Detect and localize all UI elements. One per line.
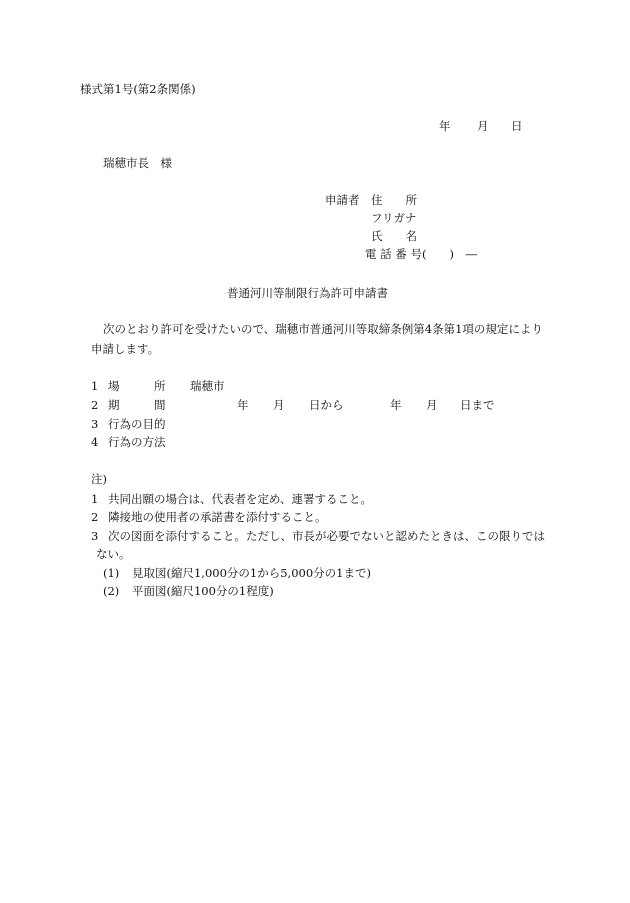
date-year: 年 [439,119,451,133]
item-number: 3 [91,417,99,431]
body-line-1: 次のとおり許可を受けたいので、瑞穂市普通河川等取締条例第4条第1項の規定により [103,322,543,336]
item-number: 4 [91,435,99,449]
period-from-year: 年 [237,398,249,412]
period-to-month: 月 [426,398,438,412]
item-number: 1 [91,379,99,393]
applicant-furigana: フリガナ [371,211,417,225]
sub-item-number: (2) [103,584,120,598]
note-text: 隣接地の使用者の承諾書を添付すること。 [108,510,327,524]
note-text: 共同出願の場合は、代表者を定め、連署すること。 [108,492,373,506]
note-number: 1 [91,492,99,506]
period-from-day: 日から [309,398,344,412]
period-to-day: 日まで [460,398,495,412]
date-day: 日 [511,119,523,133]
form-number: 様式第1号(第2条関係) [80,82,196,96]
item-value: 瑞穂市 [190,379,225,393]
item-label: 行為の目的 [108,417,166,431]
period-to-year: 年 [390,398,402,412]
period-from-month: 月 [273,398,285,412]
note-number: 3 [91,529,99,543]
item-label: 行為の方法 [108,435,166,449]
applicant-label: 申請者 [325,193,360,207]
item-number: 2 [91,398,99,412]
addressee: 瑞穂市長 様 [103,156,172,170]
note-text: 次の図面を添付すること。ただし、市長が必要でないと認めたときは、この限りでは [108,529,545,543]
date-month: 月 [477,119,489,133]
sub-item-number: (1) [103,566,120,580]
item-label: 場 所 [108,379,166,393]
applicant-address: 住 所 [371,193,417,207]
note-text-continued: ない。 [96,547,131,561]
note-number: 2 [91,510,99,524]
applicant-name: 氏 名 [371,229,417,243]
notes-heading: 注) [91,472,107,486]
body-line-2: 申請します。 [91,342,160,356]
form-title: 普通河川等制限行為許可申請書 [227,286,388,300]
sub-item-text: 平面図(縮尺100分の1程度) [132,584,274,598]
item-label: 期 間 [108,398,166,412]
sub-item-text: 見取図(縮尺1,000分の1から5,000分の1まで) [132,566,371,580]
applicant-phone: 電 話 番 号( ) ― [365,247,477,261]
